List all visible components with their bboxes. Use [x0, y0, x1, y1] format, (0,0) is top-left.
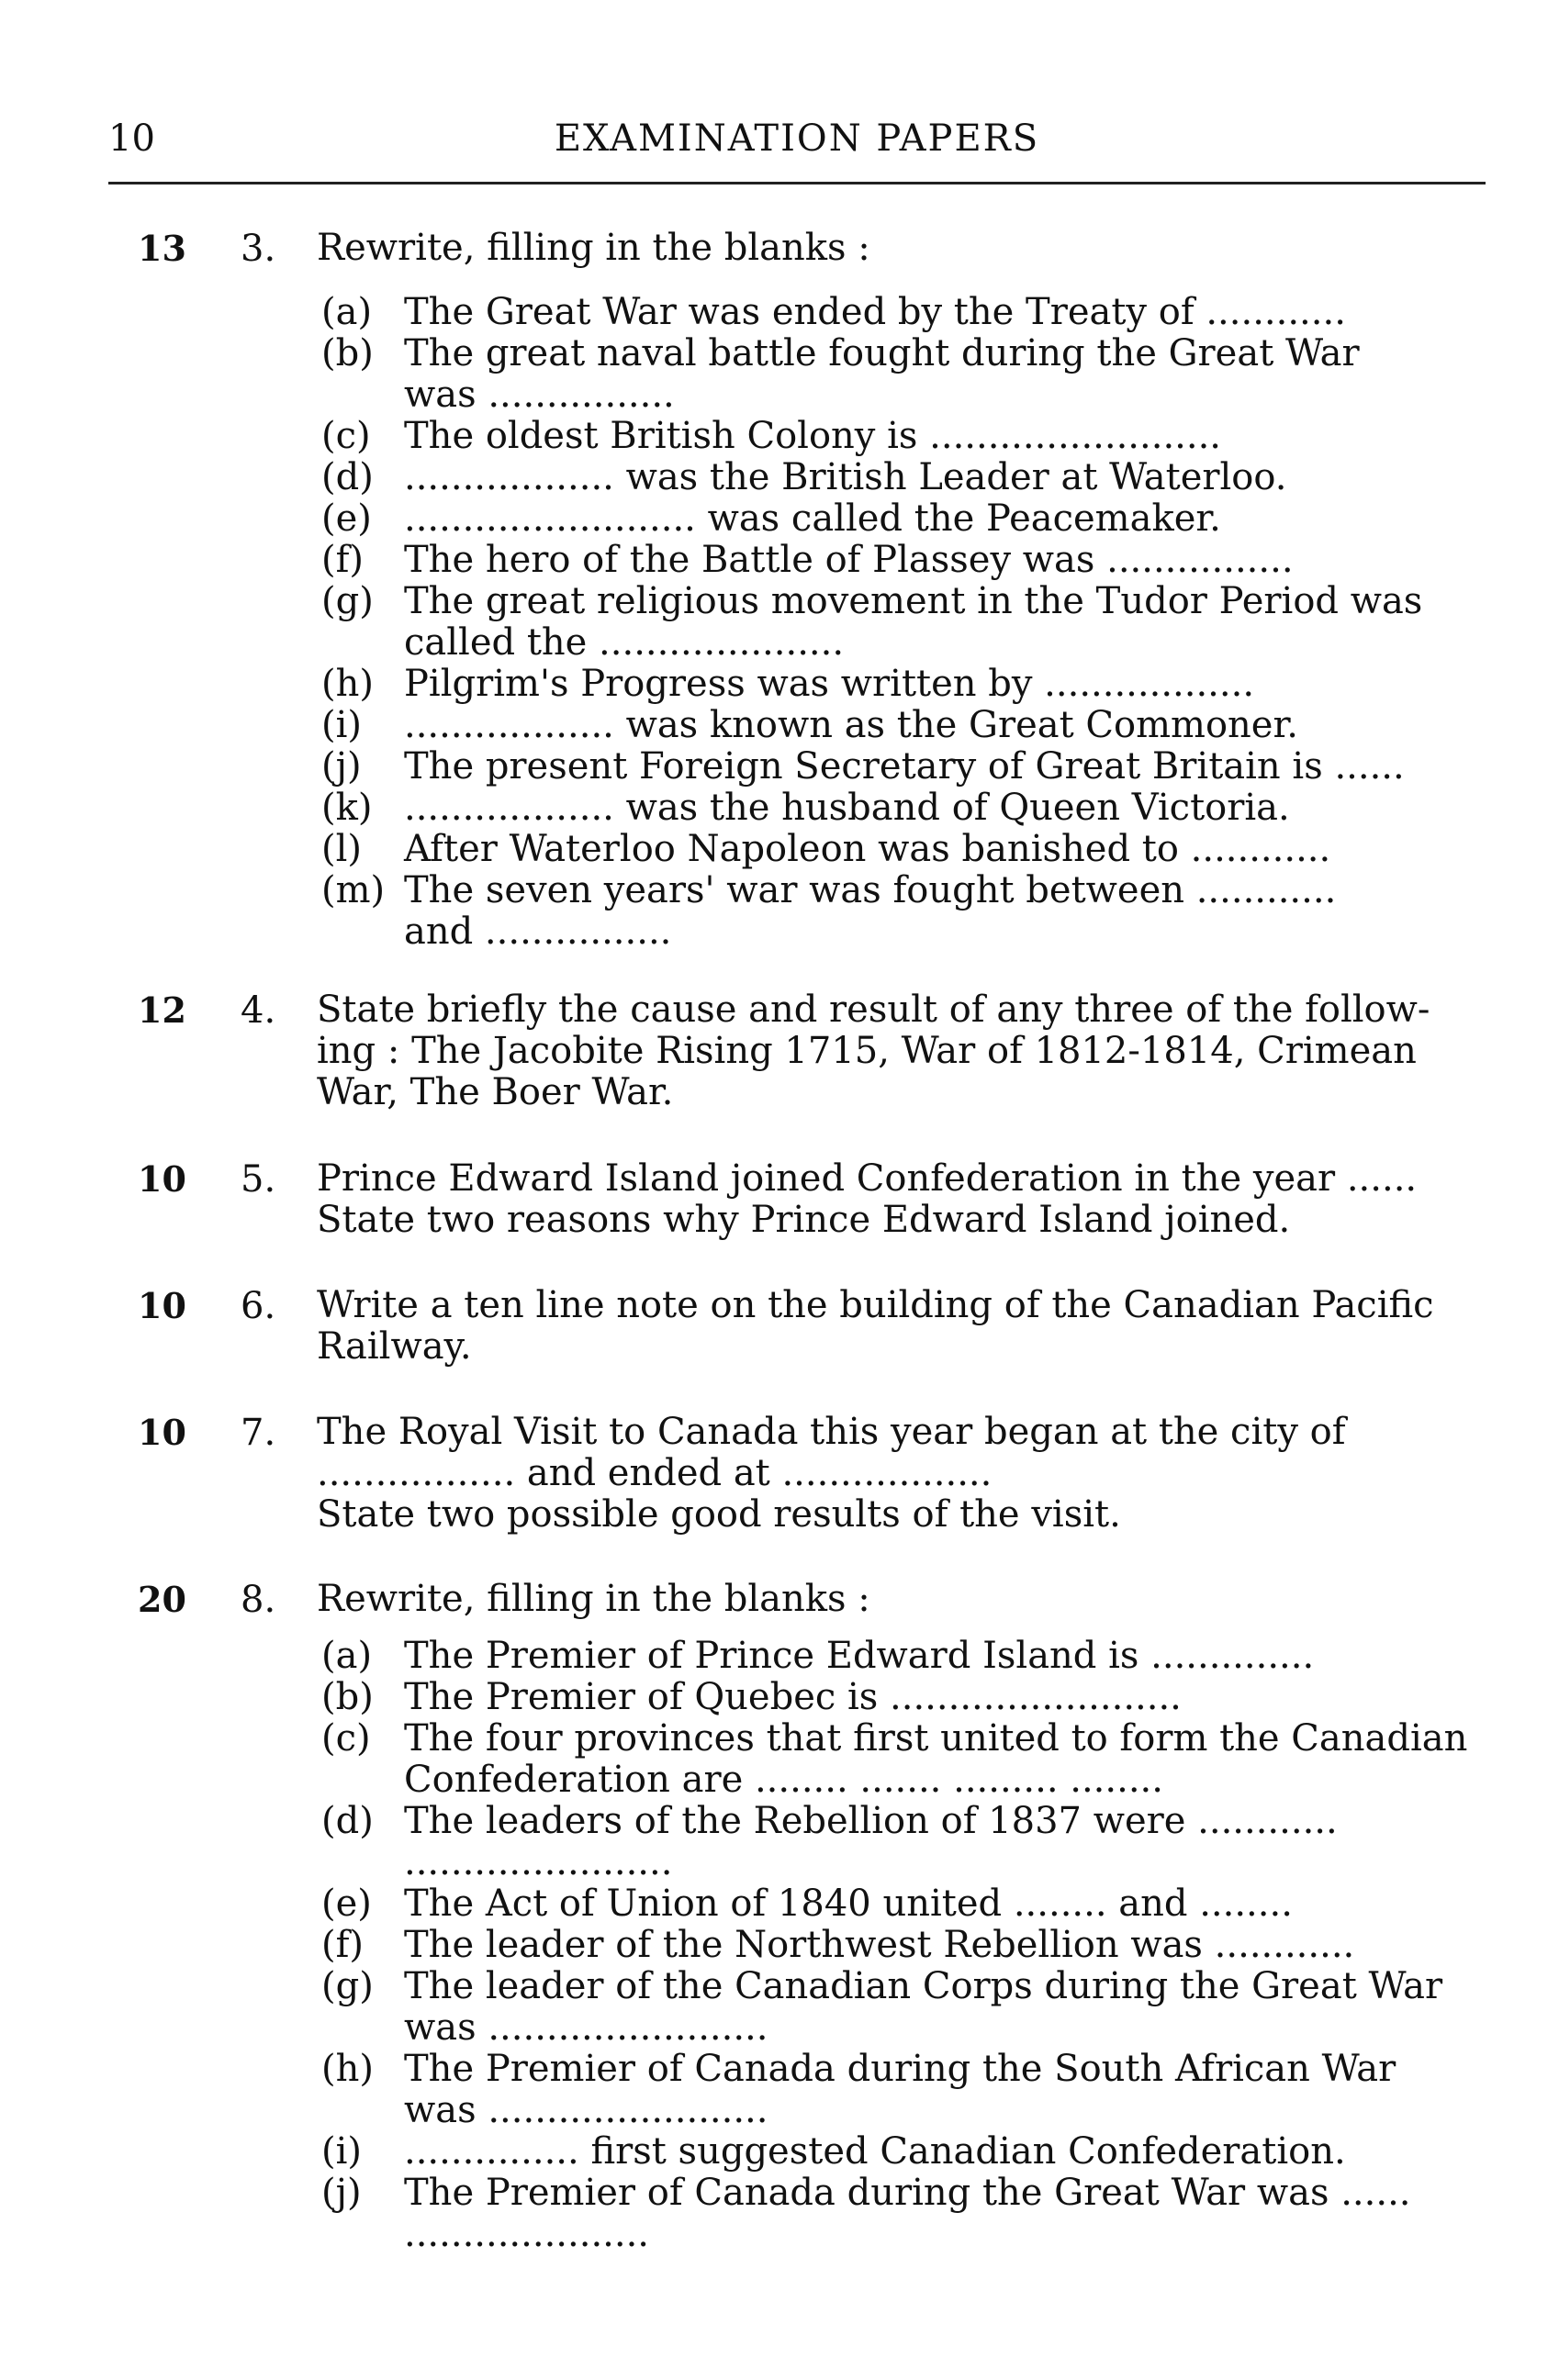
question-marks: 10 — [138, 1285, 186, 1326]
item-label: (i) — [321, 2130, 363, 2173]
item-text — [404, 292, 1483, 333]
question-number: 5. — [241, 1158, 276, 1201]
item-label: (m) — [321, 869, 386, 911]
question-number: 7. — [241, 1412, 276, 1454]
page-header — [108, 117, 1486, 182]
blank-item — [321, 829, 1483, 870]
item-text — [404, 1883, 1483, 1925]
item-label: (b) — [321, 1676, 374, 1718]
item-text-line: The great naval battle fought during the Great War — [404, 332, 1360, 374]
header-rule — [108, 182, 1486, 184]
item-text-line: ......................... was called the Peacemaker. — [404, 497, 1221, 540]
item-text — [404, 705, 1483, 746]
item-text-line: The present Foreign Secretary of Great Britain is ...... — [404, 745, 1405, 788]
question-number: 3. — [241, 228, 276, 270]
item-label: (e) — [321, 497, 372, 540]
blank-item — [321, 2173, 1483, 2255]
item-label: (a) — [321, 1635, 373, 1677]
blank-item — [321, 2131, 1483, 2173]
question-prompt: Rewrite, filling in the blanks : — [317, 1578, 870, 1620]
item-text — [404, 829, 1483, 870]
item-label: (d) — [321, 456, 374, 498]
blank-item — [321, 1801, 1483, 1883]
item-label: (j) — [321, 2172, 362, 2214]
item-text-line: ..................... — [404, 2213, 650, 2255]
item-text-line: The Premier of Prince Edward Island is .............. — [404, 1635, 1315, 1677]
item-text-line: .................. was the British Leader at Waterloo. — [404, 456, 1287, 498]
item-label: (c) — [321, 1717, 371, 1760]
item-text-line: The seven years' war was fought between ............ — [404, 869, 1337, 911]
running-title: EXAMINATION PAPERS — [554, 117, 1040, 160]
item-text-line: The leader of the Canadian Corps during the Great War — [404, 1965, 1443, 2007]
item-text-line: called the ..................... — [404, 621, 845, 664]
question-number: 4. — [241, 989, 276, 1032]
question-text: The Royal Visit to Canada this year began at the city of ................. and ended at .................. State two possible good results of the visit. — [317, 1411, 1346, 1536]
item-text — [404, 333, 1483, 416]
item-text-line: and ................ — [404, 911, 672, 953]
item-text — [404, 664, 1483, 705]
item-text-line: ....................... — [404, 1841, 673, 1883]
item-text — [404, 2173, 1483, 2255]
question-prompt: Rewrite, filling in the blanks : — [317, 227, 870, 269]
item-label: (k) — [321, 787, 373, 829]
item-text — [404, 540, 1483, 581]
blank-item — [321, 1636, 1483, 1677]
question-marks: 12 — [138, 989, 186, 1031]
item-text-line: ............... first suggested Canadian Confederation. — [404, 2130, 1346, 2173]
item-text-line: The Premier of Canada during the South African War — [404, 2048, 1396, 2090]
blank-item — [321, 788, 1483, 829]
item-text-line: After Waterloo Napoleon was banished to ............ — [404, 828, 1331, 870]
item-text-line: The hero of the Battle of Plassey was ................ — [404, 539, 1294, 581]
question-marks: 10 — [138, 1412, 186, 1453]
item-text — [404, 746, 1483, 788]
item-label: (b) — [321, 332, 374, 374]
blank-item — [321, 333, 1483, 416]
item-text — [404, 788, 1483, 829]
item-label: (d) — [321, 1800, 374, 1842]
blank-item — [321, 2049, 1483, 2131]
item-text — [404, 498, 1483, 540]
item-text-line: was ........................ — [404, 2006, 768, 2049]
item-label: (h) — [321, 663, 374, 705]
item-text-line: The leaders of the Rebellion of 1837 were ............ — [404, 1800, 1338, 1842]
question-marks: 10 — [138, 1158, 186, 1200]
question-number: 8. — [241, 1579, 276, 1621]
item-text-line: .................. was known as the Great Commoner. — [404, 704, 1298, 746]
item-text-line: The oldest British Colony is ......................... — [404, 415, 1222, 457]
item-text — [404, 2131, 1483, 2173]
item-label: (l) — [321, 828, 363, 870]
item-text-line: The Premier of Canada during the Great War was ...... — [404, 2172, 1411, 2214]
item-text-line: The four provinces that first united to form the Canadian — [404, 1717, 1468, 1760]
blank-item — [321, 746, 1483, 788]
blank-item — [321, 1925, 1483, 1966]
item-label: (f) — [321, 1924, 365, 1966]
question-number: 6. — [241, 1285, 276, 1327]
item-text-line: The great religious movement in the Tudor Period was — [404, 580, 1423, 622]
blank-item — [321, 416, 1483, 457]
item-text — [404, 1718, 1483, 1801]
blank-item — [321, 292, 1483, 333]
blank-item — [321, 581, 1483, 664]
blank-item — [321, 870, 1483, 953]
question-3-blank-list — [321, 292, 1483, 953]
question-text: State briefly the cause and result of any three of the follow- ing : The Jacobite Rising 1715, War of 1812-1814, Crimean War, The Boer War. — [317, 989, 1430, 1113]
item-text — [404, 416, 1483, 457]
blank-item — [321, 1883, 1483, 1925]
item-label: (h) — [321, 2048, 374, 2090]
item-label: (c) — [321, 415, 371, 457]
item-text-line: Pilgrim's Progress was written by .................. — [404, 663, 1255, 705]
blank-item — [321, 1966, 1483, 2049]
blank-item — [321, 1718, 1483, 1801]
item-text-line: The Premier of Quebec is ......................... — [404, 1676, 1182, 1718]
blank-item — [321, 1677, 1483, 1718]
blank-item — [321, 498, 1483, 540]
item-label: (a) — [321, 291, 373, 333]
blank-item — [321, 457, 1483, 498]
item-text-line: was ........................ — [404, 2089, 768, 2131]
blank-item — [321, 540, 1483, 581]
question-marks: 20 — [138, 1579, 186, 1620]
item-text — [404, 870, 1483, 953]
item-text — [404, 457, 1483, 498]
item-text — [404, 2049, 1483, 2131]
item-label: (g) — [321, 1965, 374, 2007]
question-marks: 13 — [138, 228, 186, 269]
item-label: (j) — [321, 745, 362, 788]
item-text — [404, 581, 1483, 664]
page-number: 10 — [108, 117, 155, 160]
question-8-blank-list — [321, 1636, 1483, 2255]
question-text: Prince Edward Island joined Confederation in the year ...... State two reasons why Prince Edward Island joined. — [317, 1157, 1418, 1241]
item-text-line: Confederation are ........ ....... ......... ........ — [404, 1759, 1163, 1801]
item-text — [404, 1925, 1483, 1966]
item-label: (g) — [321, 580, 374, 622]
item-text-line: .................. was the husband of Queen Victoria. — [404, 787, 1290, 829]
item-label: (f) — [321, 539, 365, 581]
item-text — [404, 1801, 1483, 1883]
blank-item — [321, 705, 1483, 746]
item-label: (i) — [321, 704, 363, 746]
item-label: (e) — [321, 1883, 372, 1925]
blank-item — [321, 664, 1483, 705]
item-text — [404, 1966, 1483, 2049]
item-text-line: The Great War was ended by the Treaty of ............ — [404, 291, 1346, 333]
item-text-line: The leader of the Northwest Rebellion was ............ — [404, 1924, 1355, 1966]
item-text-line: was ................ — [404, 374, 675, 416]
question-text: Write a ten line note on the building of the Canadian Pacific Railway. — [317, 1284, 1434, 1368]
item-text — [404, 1636, 1483, 1677]
item-text — [404, 1677, 1483, 1718]
item-text-line: The Act of Union of 1840 united ........ and ........ — [404, 1883, 1293, 1925]
